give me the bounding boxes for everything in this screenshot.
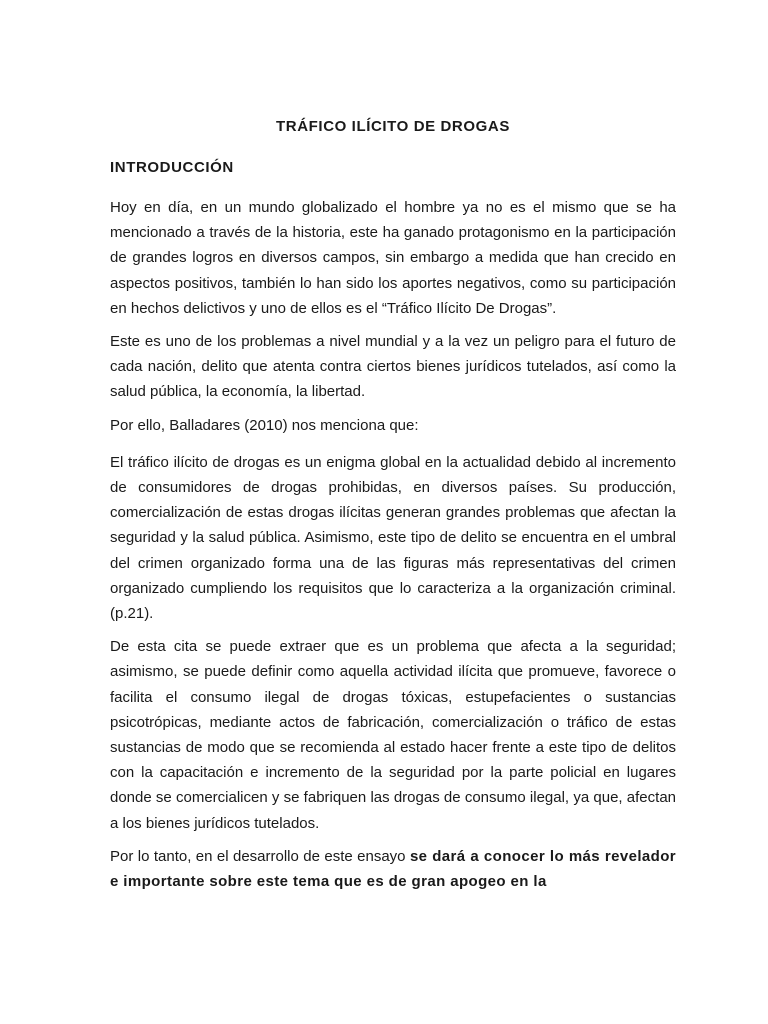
paragraph-conclusion xyxy=(110,844,676,894)
paragraph-analysis: De esta cita se puede extraer que es un problema que afecta a la seguridad; asimismo, se puede definir como aquella actividad ilícita que promueve, favorece o facilita el consumo ilegal de drogas tóxicas, estupefacientes o sustancias psicotrópicas, mediante actos de fabricación, comercialización o tráfico de estas sustancias de modo que se recomienda al estado hacer frente a este tipo de delitos con la capacitación e incremento de la seguridad por la parte policial en lugares donde se comercialicen y se fabriquen las drogas de consumo ilegal, ya que, afectan a los bienes jurídicos tutelados. xyxy=(110,638,676,832)
paragraph-intro: Hoy en día, en un mundo globalizado el hombre ya no es el mismo que se ha mencionado a través de la historia, este ha ganado protagonismo en la participación de grandes logros en diversos campos, sin embargo a medida que han crecido en aspectos positivos, también lo han sido los aportes negativos, como su participación en hechos delictivos y uno de ellos es el “Tráfico Ilícito De Drogas”. xyxy=(110,199,676,317)
conclusion-normal-text: Por lo tanto, en el desarrollo de este ensayo xyxy=(110,847,410,865)
conclusion-bold-text: se dará a conocer lo más revelador e importante sobre este tema que es de gran apogeo en la xyxy=(110,847,676,891)
paragraph-problem: Este es uno de los problemas a nivel mundial y a la vez un peligro para el futuro de cada nación, delito que atenta contra ciertos bienes jurídicos tutelados, así como la salud pública, la economía, la libertad. xyxy=(110,333,676,401)
section-heading: INTRODUCCIÓN xyxy=(110,159,234,176)
document-body xyxy=(110,195,676,902)
document-title: TRÁFICO ILÍCITO DE DROGAS xyxy=(276,118,510,135)
paragraph-citation-lead: Por ello, Balladares (2010) nos menciona que: xyxy=(110,416,419,434)
paragraph-quote: El tráfico ilícito de drogas es un enigma global en la actualidad debido al incremento de consumidores de drogas prohibidas, en diversos países. Su producción, comercialización de estas drogas ilícitas generan grandes problemas que afectan la seguridad y la salud pública. Asimismo, este tipo de delito se encuentra en el umbral del crimen organizado forma una de las figuras más representativas del crimen organizado cumpliendo los requisitos que lo caracteriza a la organización criminal. (p.21). xyxy=(110,453,676,623)
